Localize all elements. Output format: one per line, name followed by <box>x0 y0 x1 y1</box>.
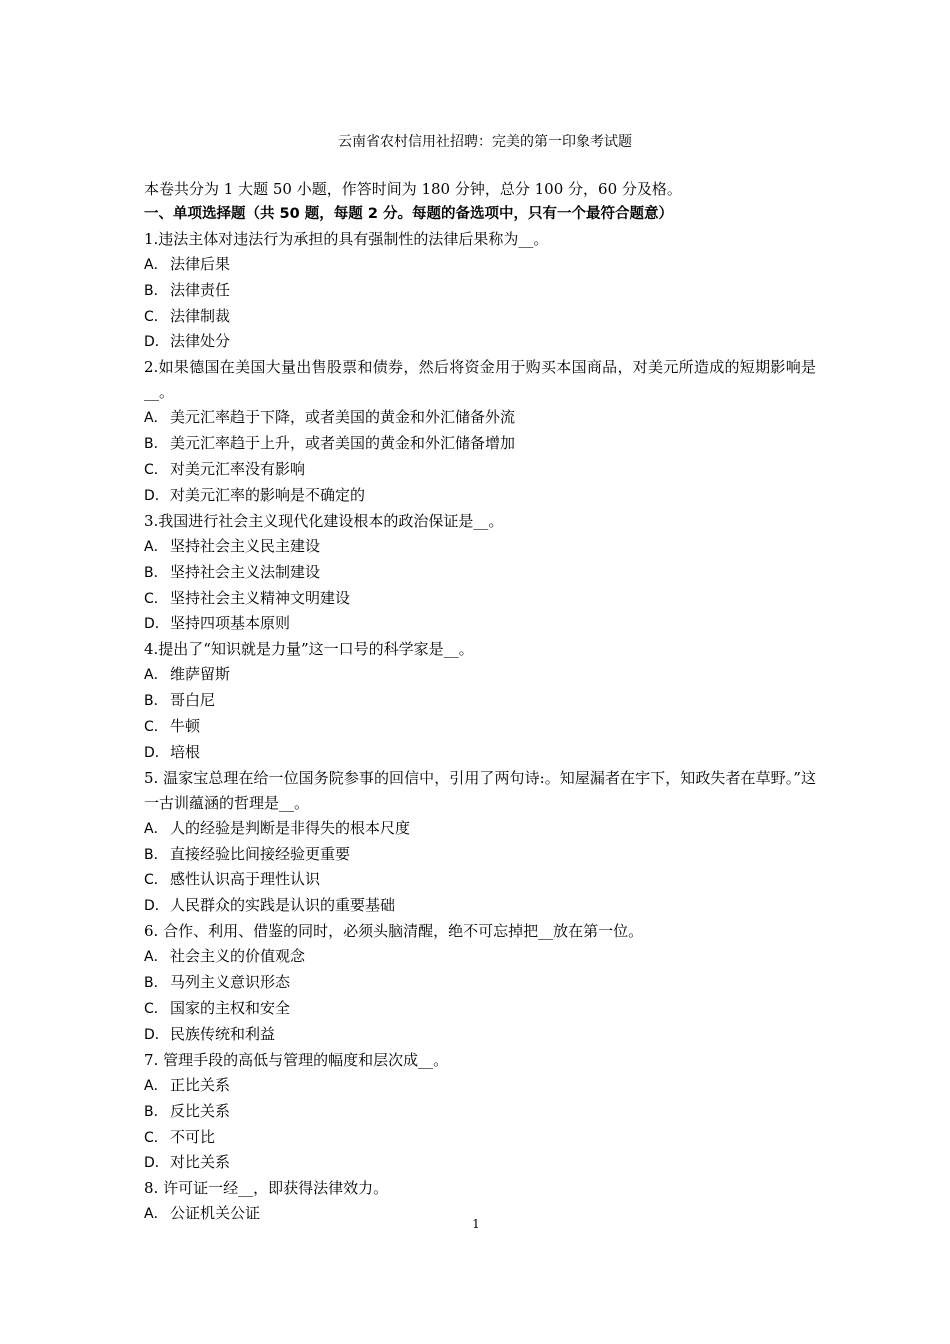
option-letter: D． <box>144 616 169 633</box>
answer-option <box>144 970 816 996</box>
document-title: 云南省农村信用社招聘：完美的第一印象考试题 <box>338 134 632 150</box>
question-stem: 7. 管理手段的高低与管理的幅度和层次成__。 <box>144 1050 449 1069</box>
option-text: 马列主义意识形态 <box>170 973 291 992</box>
answer-option <box>144 714 816 740</box>
question-stem: 2.如果德国在美国大量出售股票和债券，然后将资金用于购买本国商品，对美元所造成的短期影响是__。 <box>144 358 816 402</box>
option-text: 坚持社会主义民主建设 <box>170 536 321 555</box>
option-letter: B． <box>144 1103 168 1120</box>
answer-option <box>144 816 816 842</box>
answer-option <box>144 662 816 688</box>
option-text: 不可比 <box>170 1127 216 1146</box>
question-item <box>144 1048 816 1177</box>
question-item <box>144 227 816 356</box>
option-text: 美元汇率趋于上升，或者美国的黄金和外汇储备增加 <box>170 434 516 453</box>
option-letter: D． <box>144 334 169 351</box>
option-text: 正比关系 <box>170 1075 231 1094</box>
option-letter: C． <box>144 461 168 478</box>
answer-option <box>144 688 816 714</box>
answer-option <box>144 1150 816 1176</box>
answer-option <box>144 560 816 586</box>
answer-option <box>144 740 816 766</box>
option-letter: C． <box>144 308 168 325</box>
question-item <box>144 509 816 638</box>
option-text: 人民群众的实践是认识的重要基础 <box>170 896 396 915</box>
option-text: 坚持社会主义精神文明建设 <box>170 588 351 607</box>
question-item <box>144 637 816 766</box>
question-list <box>144 227 816 1227</box>
answer-option <box>144 278 816 304</box>
option-letter: D． <box>144 744 169 761</box>
option-text: 美元汇率趋于下降，或者美国的黄金和外汇储备外流 <box>170 408 516 427</box>
option-text: 坚持社会主义法制建设 <box>170 562 321 581</box>
answer-option <box>144 534 816 560</box>
option-text: 反比关系 <box>170 1101 231 1120</box>
option-text: 民族传统和利益 <box>170 1024 276 1043</box>
option-letter: D． <box>144 1155 169 1172</box>
question-item <box>144 919 816 1048</box>
option-letter: A． <box>144 1077 168 1094</box>
exam-intro: 本卷共分为 1 大题 50 小题，作答时间为 180 分钟，总分 100 分，60 分及格。 <box>144 180 682 198</box>
option-letter: B． <box>144 975 168 992</box>
option-letter: B． <box>144 282 168 299</box>
answer-option <box>144 1099 816 1125</box>
answer-option <box>144 1022 816 1048</box>
option-text: 对美元汇率的影响是不确定的 <box>170 485 366 504</box>
option-letter: C． <box>144 1129 168 1146</box>
option-letter: C． <box>144 872 168 889</box>
option-text: 坚持四项基本原则 <box>170 614 291 633</box>
answer-option <box>144 893 816 919</box>
answer-option <box>144 586 816 612</box>
option-letter: A． <box>144 667 168 684</box>
question-stem: 5. 温家宝总理在给一位国务院参事的回信中，引用了两句诗:。知屋漏者在宇下，知政失者在草野。”这一古训蕴涵的哲理是__。 <box>144 768 816 812</box>
question-stem: 6. 合作、利用、借鉴的同时，必须头脑清醒，绝不可忘掉把__放在第一位。 <box>144 922 644 941</box>
option-letter: C． <box>144 719 168 736</box>
answer-option <box>144 842 816 868</box>
answer-option <box>144 329 816 355</box>
option-text: 国家的主权和安全 <box>170 999 291 1017</box>
option-letter: B． <box>144 693 168 710</box>
option-text: 法律责任 <box>170 280 231 299</box>
option-text: 法律制裁 <box>170 306 231 325</box>
document-content <box>144 177 816 1227</box>
answer-option <box>144 996 816 1022</box>
option-text: 维萨留斯 <box>170 665 231 684</box>
question-item <box>144 355 816 508</box>
option-letter: A． <box>144 538 168 555</box>
option-letter: B． <box>144 564 168 581</box>
option-letter: A． <box>144 1206 168 1223</box>
answer-option <box>144 1073 816 1099</box>
option-letter: A． <box>144 256 168 273</box>
option-text: 对美元汇率没有影响 <box>170 459 306 478</box>
question-stem: 8. 许可证一经__，即获得法律效力。 <box>144 1179 389 1198</box>
option-text: 感性认识高于理性认识 <box>170 870 321 889</box>
option-letter: C． <box>144 1001 168 1017</box>
answer-option <box>144 252 816 278</box>
question-stem: 3.我国进行社会主义现代化建设根本的政治保证是__。 <box>144 511 504 530</box>
answer-option <box>144 611 816 637</box>
option-text: 牛顿 <box>170 717 201 736</box>
page-number: 1 <box>472 1217 480 1231</box>
answer-option <box>144 431 816 457</box>
option-text: 哥白尼 <box>170 691 216 710</box>
question-item <box>144 766 816 919</box>
option-letter: D． <box>144 487 169 504</box>
answer-option <box>144 457 816 483</box>
answer-option <box>144 867 816 893</box>
answer-option <box>144 304 816 330</box>
option-text: 社会主义的价值观念 <box>170 947 306 966</box>
answer-option <box>144 483 816 509</box>
option-text: 法律处分 <box>170 332 231 351</box>
option-text: 培根 <box>170 742 201 761</box>
question-stem: 1.违法主体对违法行为承担的具有强制性的法律后果称为__。 <box>144 229 549 248</box>
option-text: 人的经验是判断是非得失的根本尺度 <box>170 818 411 837</box>
answer-option <box>144 1125 816 1151</box>
option-letter: A． <box>144 410 168 427</box>
option-letter: A． <box>144 949 168 966</box>
option-letter: A． <box>144 820 168 837</box>
option-letter: D． <box>144 898 169 915</box>
option-letter: B． <box>144 436 168 453</box>
answer-option <box>144 405 816 431</box>
option-letter: D． <box>144 1026 169 1043</box>
option-text: 公证机关公证 <box>170 1204 261 1223</box>
section-heading: 一、单项选择题（共 50 题，每题 2 分。每题的备选项中，只有一个最符合题意） <box>144 205 673 222</box>
answer-option <box>144 944 816 970</box>
option-text: 直接经验比间接经验更重要 <box>170 844 351 863</box>
option-text: 法律后果 <box>170 254 231 273</box>
option-letter: B． <box>144 846 168 863</box>
question-stem: 4.提出了“知识就是力量”这一口号的科学家是__。 <box>144 640 474 659</box>
option-letter: C． <box>144 590 168 607</box>
option-text: 对比关系 <box>170 1153 231 1172</box>
